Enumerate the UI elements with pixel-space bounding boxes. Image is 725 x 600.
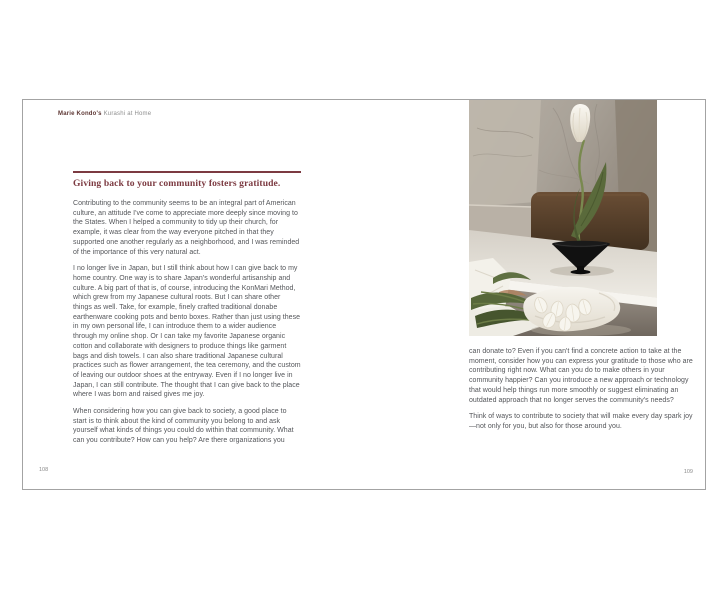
paragraph: Think of ways to contribute to society that will make every day spark joy—not only for you, but also for those around you.: [469, 413, 693, 430]
heading-rule: [73, 171, 301, 173]
tulip-still-life-photo: [469, 100, 657, 336]
page-number-right: 109: [683, 469, 693, 475]
book-page-spread: [22, 99, 706, 490]
left-page-body: [73, 199, 301, 446]
chapter-heading: Giving back to your community fosters gratitude.: [73, 178, 281, 189]
running-head: [58, 111, 151, 117]
page-number-left: 108: [39, 467, 49, 473]
running-head-author: Marie Kondo's: [58, 111, 102, 117]
paragraph: I no longer live in Japan, but I still think about how I can give back to my home country. One way is to share Japan's wonderful artisanship and culture. A big part of that is, of course, introducing the KonMari Method, which grew from my Japanese cultural roots. But I can share other things as well. Take, for example, finely crafted traditional donabe earthenware cooking pots and bento boxes. Rather than just using these in my own personal life, I can introduce them to a wider audience through my online shop. Or I can take my favorite Japanese organic cotton and collaborate with designers to produce things like garment bags and dish towels. I can also share traditional Japanese cultural practices such as flower arrangement, the tea ceremony, and the custom of leaving our outdoor shoes at the entryway. Even if I no longer live in Japan, I can still contribute. The thought that I can give back to the place where I was born and raised gives me joy.: [73, 265, 301, 399]
right-page-body: [469, 347, 697, 432]
paragraph: can donate to? Even if you can't find a concrete action to take at the moment, consider how you can express your gratitude to those who are contributing right now. What can you do to make others in your community happier? Can you introduce a new approach or technology that would help things run more smoothly or suggest eliminating an outdated approach that no longer serves the community's needs?: [469, 348, 693, 404]
right-page-column: [469, 347, 697, 439]
tulip-photo-illustration: [469, 100, 657, 336]
left-page-column: [73, 171, 301, 453]
running-head-title: Kurashi at Home: [103, 111, 152, 117]
paragraph: Contributing to the community seems to be an integral part of American culture, an attitude I've come to appreciate more deeply since moving to the States. When I helped a community to tidy up their church, for example, it was clear from the way everyone pitched in that they supported one another regularly as a neighborhood, and I was reminded of the importance of this very natural act.: [73, 200, 300, 256]
paragraph: When considering how you can give back to society, a good place to start is to think about the kind of community you belong to and ask yourself what kinds of things you could do within that community. What can you contribute? How can you help? Are there organizations you: [73, 408, 294, 445]
